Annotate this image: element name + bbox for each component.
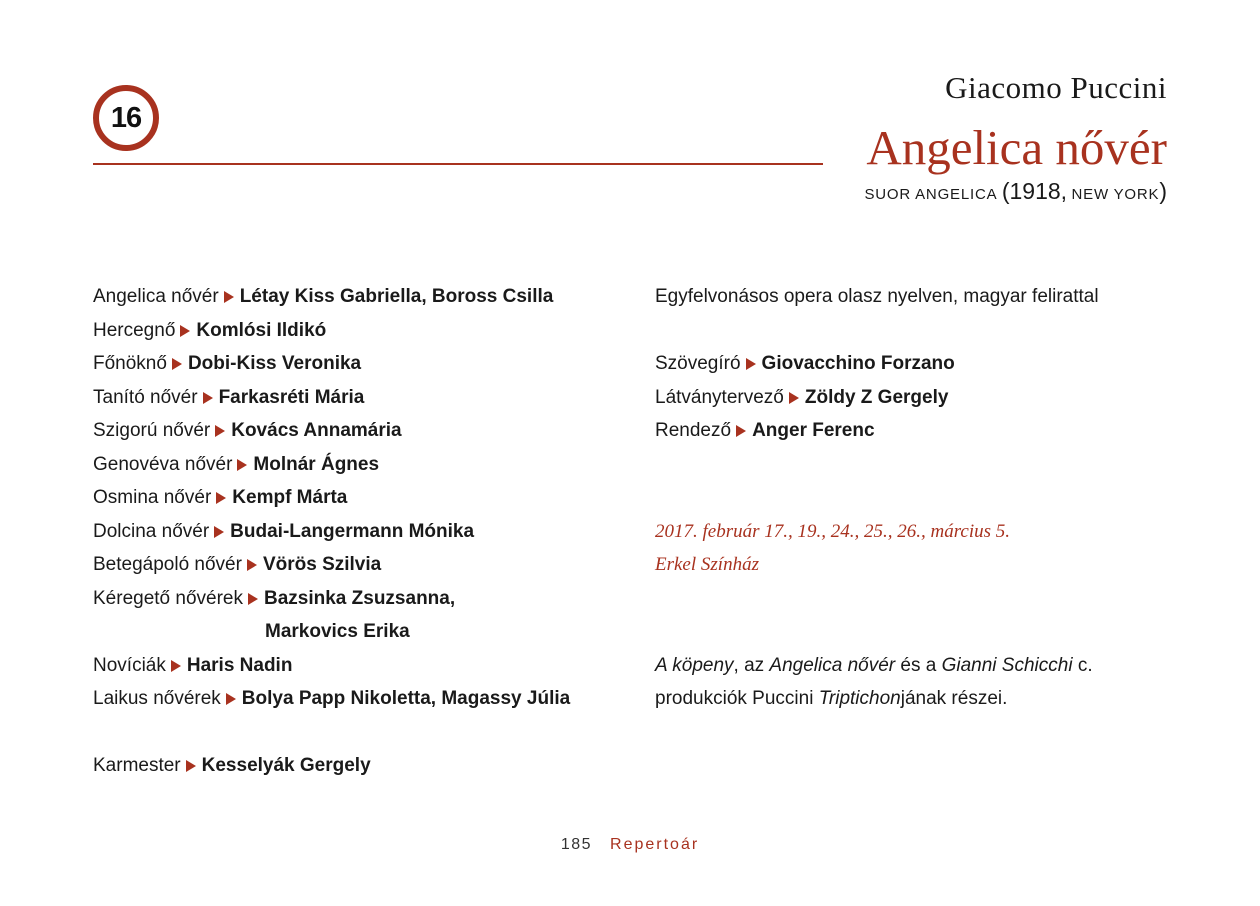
cast-name: Budai-Langermann Mónika [230,520,475,542]
triptych-note-line-1 [655,649,1175,683]
opera-title: Angelica nővér [866,120,1167,175]
arrow-icon [248,593,258,605]
cast-name: Molnár Ágnes [253,453,380,475]
cast-role: Betegápoló nővér [93,554,242,575]
arrow-icon [789,392,799,404]
cast-role: Kéregető nővérek [93,587,243,609]
arrow-icon [237,459,247,471]
venue: Erkel Színház [655,554,759,575]
cast-row [93,381,633,415]
cast-role: Hercegnő [93,319,176,341]
cast-row [93,347,633,381]
cast-row [93,548,633,582]
note-text: produkciók Puccini [655,688,819,709]
page-footer [0,836,1260,854]
cast-role: Novíciák [93,654,166,676]
cast-row [93,448,633,482]
conductor-name: Kesselyák Gergely [201,755,371,776]
creator-name: Anger Ferenc [752,420,875,441]
cast-role: Angelica nővér [93,286,219,307]
cast-role: Dolcina nővér [93,520,210,542]
note-work-4: Triptichon [818,688,901,709]
original-title-line [864,178,1167,205]
cast-name: Létay Kiss Gabriella, Boross Csilla [239,286,554,307]
cast-name: Vörös Szilvia [262,554,382,575]
arrow-icon [247,559,257,571]
arrow-icon [180,325,190,337]
cast-name: Kempf Márta [232,487,348,508]
cast-row [93,649,633,683]
arrow-icon [746,358,756,370]
cast-name: Bolya Papp Nikoletta, Magassy Júlia [241,688,571,709]
cast-name: Markovics Erika [265,621,410,642]
page-number: 185 [560,836,593,853]
premiere-close: ) [1159,178,1167,204]
cast-row [93,481,633,515]
cast-row [93,314,633,348]
section-number-badge: 16 [93,85,159,151]
cast-role: Genovéva nővér [93,453,233,475]
creator-role: Rendező [655,420,732,441]
cast-row [93,515,633,549]
header-rule [93,163,823,165]
creator-role: Látványtervező [655,386,784,408]
performance-dates: 2017. február 17., 19., 24., 25., 26., március 5. [655,520,1011,542]
arrow-icon [216,492,226,504]
note-text: jának részei. [900,688,1008,709]
cast-role: Laikus nővérek [93,688,221,709]
section-name: Repertoár [610,836,700,853]
arrow-icon [172,358,182,370]
note-text: c. [1072,654,1093,676]
cast-role: Főnöknő [93,353,167,374]
creator-name: Giovacchino Forzano [761,353,955,374]
cast-name: Farkasréti Mária [218,386,365,408]
arrow-icon [186,760,196,772]
note-text: és a [895,654,942,676]
cast-row [93,682,633,716]
note-text: , az [733,654,770,676]
cast-name: Dobi-Kiss Veronika [187,353,362,374]
cast-row [93,582,633,616]
creator-name: Zöldy Z Gergely [804,386,949,408]
cast-row-continued [93,615,633,649]
conductor-role: Karmester [93,755,181,776]
cast-list [93,280,633,783]
conductor-row [93,749,633,783]
cast-role: Tanító nővér [93,386,198,408]
arrow-icon [215,425,225,437]
arrow-icon [214,526,224,538]
cast-row [93,414,633,448]
creator-row [655,414,1175,448]
arrow-icon [226,693,236,705]
cast-name: Haris Nadin [186,654,293,676]
cast-name: Kovács Annamária [231,420,402,441]
premiere-open: (1918, [1001,178,1068,204]
arrow-icon [736,425,746,437]
premiere-city: NEW YORK [1071,186,1160,203]
cast-row [93,280,633,314]
note-work-3: Gianni Schicchi [941,654,1073,676]
cast-role: Szigorú nővér [93,420,211,441]
description: Egyfelvonásos opera olasz nyelven, magyar felirattal [655,286,1099,307]
cast-name: Komlósi Ildikó [196,319,327,341]
cast-name: Bazsinka Zsuzsanna, [264,587,456,609]
original-title: SUOR ANGELICA [864,186,998,203]
note-work-2: Angelica nővér [769,654,896,676]
note-work-1: A köpeny [655,654,734,676]
arrow-icon [203,392,213,404]
triptych-note-line-2 [655,682,1175,716]
arrow-icon [224,291,234,303]
production-info [655,280,1175,716]
arrow-icon [171,660,181,672]
cast-role: Osmina nővér [93,487,212,508]
creator-row [655,381,1175,415]
creator-role: Szövegíró [655,353,741,374]
creator-row [655,347,1175,381]
composer-name: Giacomo Puccini [945,70,1167,105]
